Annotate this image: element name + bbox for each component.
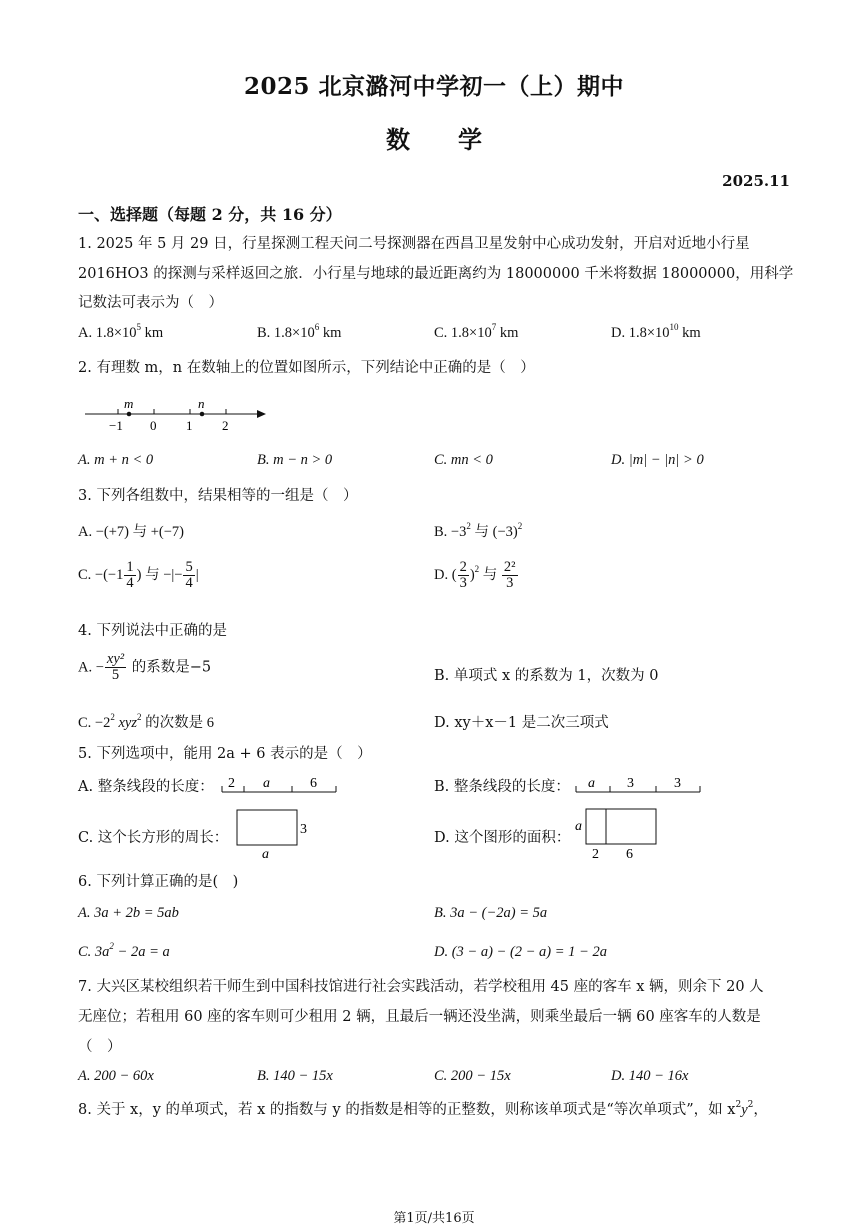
tick-label-2: 2 — [222, 418, 229, 433]
seg-b-label-1: a — [588, 776, 595, 791]
fraction-two-sq-thirds: $\frac{\text{2²}}{3}$ — [503, 559, 516, 591]
tick-label-0: 0 — [150, 418, 157, 433]
fraction-two-thirds: $\frac{2}{3}$ — [459, 559, 467, 591]
q7-line2: 无座位；若租用 60 座的客车则可少租用 2 辆，且最后一辆还没坐满，则乘坐最后一辆 60 座客车的人数是 — [78, 1009, 761, 1025]
q6-option-b[interactable]: B. 3a − (−2a) = 5a — [434, 905, 548, 921]
fraction-xy2-over-5: $\frac{\text{xy²}}{5}$ — [106, 651, 125, 683]
q7-option-d[interactable]: D. 140 − 16x — [611, 1068, 689, 1084]
area-side-label: a — [575, 819, 582, 834]
q1-option-c[interactable]: C. $1.8\times 10^7$ km — [434, 322, 519, 341]
rect-side-label: 3 — [300, 822, 307, 837]
q5-a-segment-figure — [218, 770, 342, 800]
q5-option-c[interactable]: C. 这个长方形的周长： — [78, 830, 229, 846]
q1-option-a[interactable]: A. $1.8\times 10^5$ km — [78, 322, 164, 341]
q1-line1: 1. 2025 年 5 月 29 日，行星探测工程天问二号探测器在西昌卫星发射中心成功发射，开启对近地小行星 — [78, 236, 750, 252]
exam-title: 2025 北京潞河中学初一（上）期中 — [243, 73, 625, 100]
point-n — [200, 412, 205, 417]
point-m — [127, 412, 132, 417]
q7-line1: 7. 大兴区某校组织若干师生到中国科技馆进行社会实践活动，若学校租用 45 座的客车 x 辆，则余下 20 人 — [78, 979, 764, 995]
q3-option-a[interactable]: A. −(+7) 与 +(−7) — [78, 524, 184, 540]
q7-option-b[interactable]: B. 140 − 15x — [257, 1068, 333, 1084]
q1-option-b[interactable]: B. $1.8\times 10^6$ km — [257, 322, 342, 341]
seg-b-label-3: 3 — [674, 776, 681, 791]
q1-line2: 2016HO3 的探测与采样返回之旅．小行星与地球的最近距离约为 18000000 千米将数据 18000000，用科学 — [78, 266, 794, 282]
q2-option-a[interactable]: A. m + n < 0 — [78, 452, 154, 468]
seg-b-label-2: 3 — [627, 776, 634, 791]
number-line-figure — [80, 392, 270, 436]
q6-stem: 6. 下列计算正确的是( ) — [78, 874, 239, 890]
seg-a-label-1: 2 — [228, 776, 235, 791]
subject-title: 数 学 — [386, 125, 482, 154]
q5-b-segment-figure — [572, 770, 706, 800]
seg-a-label-3: 6 — [310, 776, 317, 791]
page-footer: 第1页/共16页 — [393, 1211, 475, 1226]
q5-d-area-figure — [572, 804, 664, 864]
q7-option-a[interactable]: A. 200 − 60x — [78, 1068, 154, 1084]
q6-option-a[interactable]: A. 3a + 2b = 5ab — [78, 905, 179, 921]
fraction-five-quarters: $\frac{5}{4}$ — [185, 559, 193, 591]
tick-label-neg1: −1 — [109, 418, 123, 433]
section-heading: 一、选择题（每题 2 分，共 16 分） — [78, 205, 342, 224]
q6-option-c[interactable]: C. $3a^2 - 2a = a$ — [78, 941, 170, 960]
q4-option-d[interactable]: D. xy＋x－1 是二次三项式 — [434, 715, 609, 731]
q7-line3: （ ） — [78, 1039, 122, 1055]
q4-option-c[interactable]: C. $-2^2$ xyz$^2$ 的次数是 6 — [78, 712, 214, 731]
q6-option-d[interactable]: D. (3 − a) − (2 − a) = 1 − 2a — [434, 944, 607, 960]
fraction-one-quarter: $\frac{1}{4}$ — [126, 559, 134, 591]
q3-option-d[interactable]: D. ( $\frac{2}{3}$ )$^2$ 与 $\frac{\text{2²}}{3}$ — [434, 559, 516, 591]
q4-stem: 4. 下列说法中正确的是 — [78, 623, 227, 639]
q5-option-a[interactable]: A. 整条线段的长度： — [78, 779, 214, 795]
q5-c-rectangle-figure — [232, 806, 312, 862]
exam-date: 2025.11 — [722, 172, 790, 190]
q2-option-d[interactable]: D. |m| − |n| > 0 — [611, 452, 704, 468]
q1-line3: 记数法可表示为（ ） — [78, 295, 223, 311]
q7-option-c[interactable]: C. 200 − 15x — [434, 1068, 511, 1084]
arrow-right-icon — [257, 410, 266, 418]
q2-option-c[interactable]: C. mn < 0 — [434, 452, 493, 468]
q4-option-a[interactable]: A. − $\frac{\text{xy²}}{5}$ 的系数是−5 — [78, 651, 212, 683]
q5-option-d[interactable]: D. 这个图形的面积： — [434, 830, 571, 846]
q4-option-b[interactable]: B. 单项式 x 的系数为 1，次数为 0 — [434, 668, 659, 684]
q2-option-b[interactable]: B. m − n > 0 — [257, 452, 333, 468]
seg-a-label-2: a — [263, 776, 270, 791]
q5-option-b[interactable]: B. 整条线段的长度： — [434, 779, 570, 795]
q2-stem: 2. 有理数 m，n 在数轴上的位置如图所示，下列结论中正确的是（ ） — [78, 360, 535, 376]
q3-option-b[interactable]: B. $-3^2$ 与 $(-3)^2$ — [434, 521, 523, 540]
q8-line1: 8. 关于 x，y 的单项式，若 x 的指数与 y 的指数是相等的正整数，则称该单项式是“等次单项式”，如 $x^2y^2$， — [78, 1100, 768, 1118]
q3-option-c[interactable]: C. −(−1 $\frac{1}{4}$ ) 与 −|− $\frac{5}{4}$ | — [78, 559, 199, 591]
label-n: n — [198, 396, 205, 411]
label-m: m — [124, 396, 134, 411]
q1-option-d[interactable]: D. $1.8\times 10^{10}$ km — [611, 322, 701, 341]
q5-stem: 5. 下列选项中，能用 2a + 6 表示的是（ ） — [78, 746, 372, 762]
q3-stem: 3. 下列各组数中，结果相等的一组是（ ） — [78, 488, 358, 504]
rect-bottom-label: a — [262, 847, 269, 862]
tick-label-1: 1 — [186, 418, 193, 433]
area-bottom-label-2: 6 — [626, 847, 633, 862]
area-bottom-label-1: 2 — [592, 847, 599, 862]
